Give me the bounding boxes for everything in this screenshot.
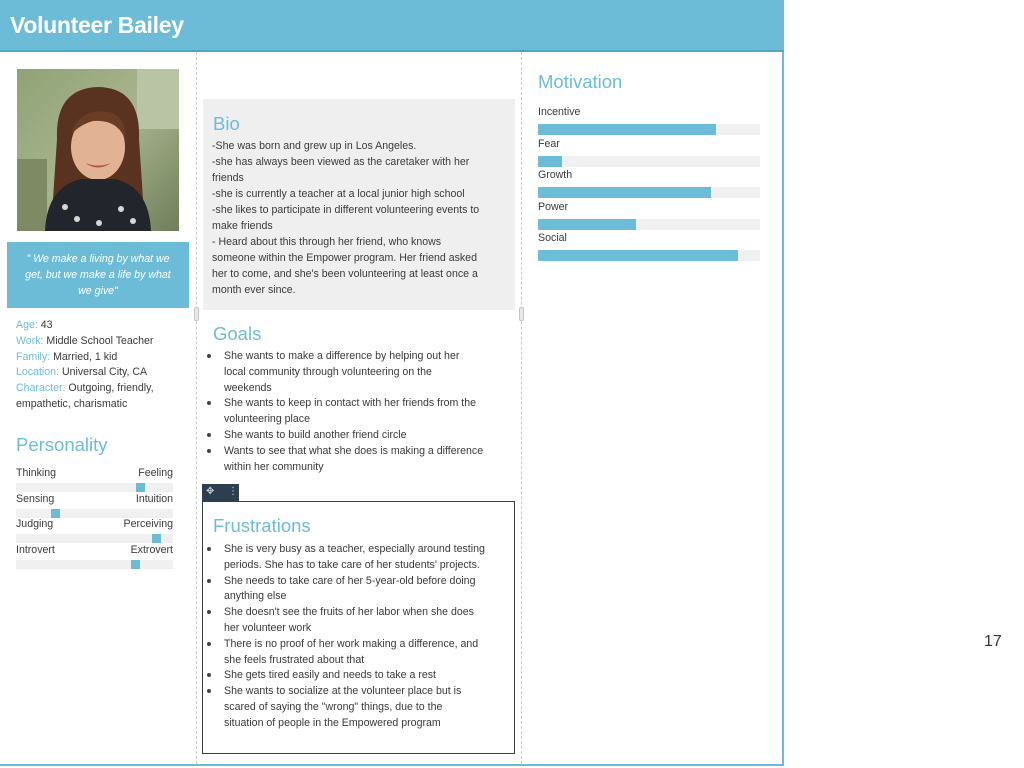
personality-slider-track xyxy=(16,483,173,492)
motivation-bar-track xyxy=(538,219,760,230)
goals-item-line: Wants to see that what she does is making a difference xyxy=(224,444,484,457)
goals-item-line: volunteering place xyxy=(224,413,310,426)
motivation-title: Motivation xyxy=(538,71,623,92)
frustrations-item-line: scared of saying the "wrong" things, due to the xyxy=(224,701,443,713)
persona-quote xyxy=(7,242,189,308)
trait-right-label: Perceiving xyxy=(123,518,173,530)
bio-line: her to come, and she's been volunteering at least once a xyxy=(212,268,478,280)
quote-line: " We make a living by what we xyxy=(26,253,170,265)
fact-character-continued: empathetic, charismatic xyxy=(16,397,128,410)
trait-right-label: Feeling xyxy=(138,467,173,479)
quote-line: get, but we make a life by what xyxy=(25,269,171,281)
motivation-bar-track xyxy=(538,124,760,135)
persona-title: Volunteer Bailey xyxy=(10,12,184,38)
fact-family: Family: Married, 1 kid xyxy=(16,350,118,363)
goals-item-line: She wants to keep in contact with her friends from the xyxy=(224,397,477,410)
fact-character: Character: Outgoing, friendly, xyxy=(16,382,154,395)
personality-trait-labels xyxy=(16,467,173,481)
fact-location: Location: Universal City, CA xyxy=(16,366,148,379)
frustrations-item-line: anything else xyxy=(224,590,287,603)
frustrations-item-line: she feels frustrated about that xyxy=(224,653,365,666)
resize-handle-right[interactable] xyxy=(519,307,524,321)
trait-left-label: Sensing xyxy=(16,492,55,505)
personality-slider-track xyxy=(16,509,173,518)
motivation-bar-fill xyxy=(538,250,738,261)
frustrations-item-line: She gets tired easily and needs to take a rest xyxy=(224,669,437,682)
personality-slider-marker[interactable] xyxy=(152,534,161,543)
goals-item-line: weekends xyxy=(224,381,272,394)
bullet-icon xyxy=(207,433,211,437)
frustrations-item-line: She doesn't see the fruits of her labor when she does xyxy=(224,606,474,619)
personality-title: Personality xyxy=(16,434,108,455)
bullet-icon xyxy=(207,401,211,405)
trait-right-label: Extrovert xyxy=(130,543,173,556)
motivation-label: Growth xyxy=(538,169,573,182)
bullet-icon xyxy=(207,449,211,453)
goals-item-line: within her community xyxy=(224,460,324,473)
personality-trait-labels xyxy=(16,518,173,532)
frustrations-item-line: She wants to socialize at the volunteer place but is xyxy=(224,685,462,698)
fact-age: Age: 43 xyxy=(16,319,53,331)
bullet-icon xyxy=(207,642,211,646)
more-vertical-icon[interactable]: ⋮ xyxy=(228,486,238,497)
motivation-bar-track xyxy=(538,156,760,167)
bio-line: -She was born and grew up in Los Angeles. xyxy=(212,140,417,152)
motivation-bar-fill xyxy=(538,219,636,230)
goals-item-line: She wants to make a difference by helping out her xyxy=(224,350,460,362)
bio-line: -she has always been viewed as the caretaker with her xyxy=(212,156,470,168)
trait-left-label: Thinking xyxy=(16,467,57,479)
frustrations-item-line: She needs to take care of her 5-year-old before doing xyxy=(224,574,476,587)
fact-work: Work: Middle School Teacher xyxy=(16,334,154,347)
frustrations-item-line: situation of people in the Empowered program xyxy=(224,716,441,729)
personality-slider-track xyxy=(16,534,173,543)
bullet-icon xyxy=(207,547,211,551)
persona-facts xyxy=(16,318,192,413)
frustrations-item-line: There is no proof of her work making a difference, and xyxy=(224,637,479,650)
bullet-icon xyxy=(207,354,211,358)
bio-line: - Heard about this through her friend, who knows xyxy=(212,236,442,248)
goals-title: Goals xyxy=(213,323,262,344)
personality-slider-track xyxy=(16,560,173,569)
motivation-label: Incentive xyxy=(538,106,581,118)
resize-handle-left[interactable] xyxy=(194,307,199,321)
motivation-bar-track xyxy=(538,250,760,261)
column-divider-left xyxy=(196,52,197,764)
trait-right-label: Intuition xyxy=(135,492,173,505)
bio-line: make friends xyxy=(212,220,273,232)
bio-text xyxy=(212,138,512,298)
trait-left-label: Introvert xyxy=(16,543,55,556)
block-toolbar xyxy=(202,484,239,501)
bio-line: friends xyxy=(212,172,244,184)
motivation-label: Power xyxy=(538,200,569,213)
frustrations-item-line: She is very busy as a teacher, especially around testing xyxy=(224,543,485,555)
quote-line: we give" xyxy=(78,285,118,297)
bio-line: -she likes to participate in different volunteering events to xyxy=(212,204,480,216)
motivation-bar-fill xyxy=(538,124,716,135)
personality-trait-labels xyxy=(16,544,173,558)
motivation-label: Fear xyxy=(538,137,560,150)
frustrations-item-line: periods. She has to take care of her students' projects. xyxy=(224,558,480,571)
goals-item-line: She wants to build another friend circle xyxy=(224,429,407,441)
trait-left-label: Judging xyxy=(16,518,54,530)
motivation-bar-fill xyxy=(538,156,562,167)
personality-trait-labels xyxy=(16,493,173,507)
bio-line: someone within the Empower program. Her friend asked xyxy=(212,252,477,264)
personality-slider-marker[interactable] xyxy=(51,509,60,518)
bio-line: month ever since. xyxy=(212,284,296,296)
personality-slider-marker[interactable] xyxy=(131,560,140,569)
goals-item-line: local community through volunteering on the xyxy=(224,365,432,378)
motivation-label: Social xyxy=(538,232,567,245)
bullet-icon xyxy=(207,579,211,583)
frustrations-item-line: her volunteer work xyxy=(224,622,312,634)
frustrations-title: Frustrations xyxy=(213,515,311,536)
motivation-bar-track xyxy=(538,187,760,198)
move-icon[interactable]: ✥ xyxy=(206,486,215,497)
profile-photo xyxy=(17,69,179,231)
motivation-bar-fill xyxy=(538,187,711,198)
bio-line: -she is currently a teacher at a local junior high school xyxy=(212,188,465,200)
personality-slider-marker[interactable] xyxy=(136,483,145,492)
header-bar xyxy=(0,0,784,52)
page-number: 17 xyxy=(984,633,1002,650)
bio-title: Bio xyxy=(213,113,240,134)
